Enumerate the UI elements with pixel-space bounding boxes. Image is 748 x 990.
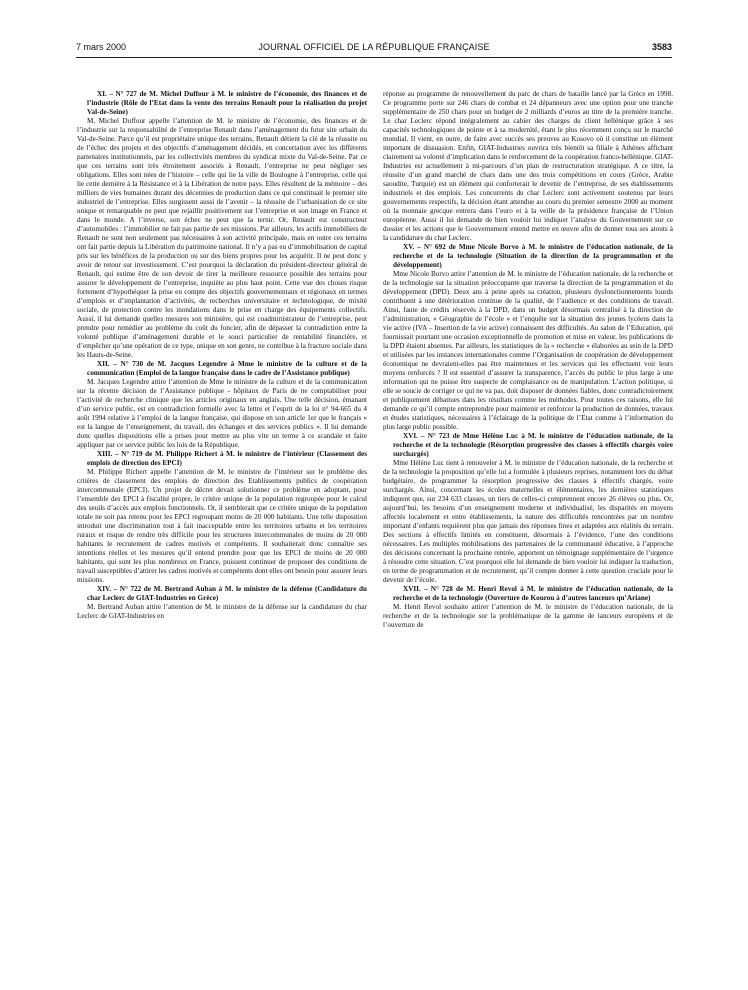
question-13-body: M. Philippe Richert appelle l’attention de M. le ministre de l’intérieur sur le problème des critères de classement des emplois de direction des Etablissements publics de coopération intercommunale (EPCI). Un projet de décret devait solutionner ce problème en adoptant, pour l’ensemble des EPCI à fiscalité propre, le critère unique de la population regroupée pour le calcul des seuils d’accès aux emplois fonctionnels. Or, il semblerait que ce critère unique de la population totale ne soit pas retenu pour les EPCI regroupant moins de 20 000 habitants. Une telle disposition introduit une discrimination tout à fait inacceptable entre les territoires urbains et les territoires ruraux et risque de rendre très difficile pour les structures intercommunales de moins de 20 000 habitants le recrutement de cadres motivés et compétents. Il souhaiterait donc connaître ses intentions réelles et les mesures qu’il entend prendre pour que les EPCI de moins de 20 000 habitants, qui sont les plus nombreux en France, puissent continuer de proposer des conditions de travail susceptibles d’attirer les cadres motivés et compétents dont elles ont besoin pour assurer leurs missions. <box>77 468 367 584</box>
question-14-body-continued: réponse au programme de renouvellement du parc de chars de bataille lancé par la Grèce en 1998. Ce programme porte sur 246 chars de combat et 24 dépanneurs avec une option pour une tranche supplémentaire de 250 chars pour un budget de 2 milliards d’euros au titre de la première tranche. Le char Leclerc répond intégralement au cahier des charges du client hellénique grâce à ses capacités technologiques de pointe et à sa modernité, étant le plus récemment conçu sur le marché mondial. Il vient, en outre, de faire avec succès ses preuves au Kosovo où il constitue un élément important de dissuasion. Enfin, GIAT-Industries ouvrira très bientôt sa filiale à Athènes affichant clairement sa volonté d’implication dans le renforcement de la coopération franco-hellénique. GIAT-Industries est actuellement à mi-parcours d’un plan de restructuration stratégique. A ce titre, la réussite d’un grand marché de chars dans une des trois compétitions en cours (Grèce, Arabie saoudite, Turquie) est un élément qui conforterait le devenir de l’entreprise, de ses établissements industriels et des emplois. Les concurrents du char Leclerc sont activement soutenus par leurs gouvernements respectifs, la décision étant attendue au cours du premier semestre 2000 au moment où la monnaie grecque entrera dans l’euro et à la veille de la présidence française de l’Union européenne. Aussi il lui demande de bien vouloir lui indiquer l’analyse du Gouvernement sur ce dossier et les actions que le Gouvernement entend mettre en œuvre afin de donner tous ses atouts à la candidature du char Leclerc. <box>383 90 673 242</box>
question-11-title: XI. – N° 727 de M. Michel Duffour à M. le ministre de l’économie, des finances et de l’industrie (Rôle de l’Etat dans la vente des terrains Renault pour la réalisation du projet Val-de-Seine) <box>87 90 367 116</box>
question-15-body: Mme Nicole Borvo attire l’attention de M. le ministre de l’éducation nationale, de la recherche et de la technologie sur la situation préoccupante que traverse la direction de la programmation et du développement (DPD). Deux ans à peine après sa création, plusieurs dysfonctionnements lourds contribuent à une détérioration continue de la qualité, de l’audience et des conditions de travail. Ainsi, faute de crédits réservés à la DPD, dans un budget désormais centralisé à la direction de l’administration, « Géographie de l’école » et l’enquête sur la situation des jeunes lycéens dans la vie active (IVA – Insertion de la vie active) connaissent des difficultés. Au salon de l’Education, qui fournissait pourtant une occasion exceptionnelle de promotion et mise en valeur, les publications de la DPD étaient absentes. Par ailleurs, les statistiques de la « recherche » élaborées au sein de la DPD et utilisées par les instances internationales comme l’Organisation de coopération de développement économique ne devraient-elles pas être maintenues et les services qui les effectuent voir leurs moyens renforcés ? Il est essentiel d’assurer la transparence, l’accès du public le plus large à une information qui ne puisse être suspecte de complaisance ou de manipulation. L’action politique, si elle se soucie de corriger ce qui ne va pas, doit disposer de données fiables, donc contradictoirement et publiquement débattues dans les résultats comme les méthodes. Pour toutes ces raisons, elle lui demande ce qu’il compte entreprendre pour maintenir et renforcer la production de données, travaux et études statistiques, nécessaires à l’éclairage de la politique de l’Etat comme à l’information du plus large public possible. <box>383 270 673 431</box>
header-rule <box>76 57 672 58</box>
question-17-body: M. Henri Revol souhaite attirer l’attention de M. le ministre de l’éducation nationale, de la recherche et de la technologie sur la problématique de la gamme de lanceurs européens et de l’ouverture de <box>383 603 673 629</box>
question-16-title: XVI. – N° 723 de Mme Hélène Luc à M. le ministre de l’éducation nationale, de la recherche et de la technologie (Résorption progressive des classes à effectifs chargés voire surchargés) <box>393 432 673 458</box>
question-12-body: M. Jacques Legendre attire l’attention de Mme le ministre de la culture et de la communication sur la récente décision de l’Assistance publique - hôpitaux de Paris de ne comptabiliser pour l’activité de recherche clinique que les articles originaux en anglais. Une telle décision, émanant d’un service public, est en contradiction formelle avec la lettre et l’esprit de la loi n° 94-665 du 4 août 1994 relative à l’emploi de la langue française, qui dispose en son article 1er que le français « est la langue de l’enseignement, du travail, des échanges et des services publics ». Il lui demande donc quelles dispositions elle a prises pour mettre au plus vite un terme à ce scandale et faire appliquer par ce service public les lois de la République. <box>77 378 367 449</box>
question-15-title: XV. – N° 692 de Mme Nicole Borvo à M. le ministre de l’éducation nationale, de la recherche et de la technologie (Situation de la direction de la programmation et du développement) <box>393 243 673 269</box>
question-14-body: M. Bertrand Auban attire l’attention de M. le ministre de la défense sur la candidature du char Leclerc de GIAT-Industries en <box>77 603 367 620</box>
question-11-body: M. Michel Duffour appelle l’attention de M. le ministre de l’économie, des finances et de l’industrie sur la responsabilité de l’entreprise Renault dans l’aménagement du futur site urbain du Val-de-Seine. Parce qu’il est propriétaire unique des terrains, Renault détient la clé de la réussite ou de l’échec des projets et des objectifs d’aménagement décidés, en concertation avec les différents partenaires institutionnels, par les collectivités membres du syndicat mixte du Val-de-Seine. Par ce que ces terrains sont très étroitement associés à Renault, l’entreprise ne peut négliger ses obligations. Elles sont nées de l’histoire – celle qui lie la ville de Boulogne à l’entreprise, celle qui lie cette dernière à la Résistance et à la Libération de notre pays. Elles résultent de la mémoire – des milliers de vies humaines durant des décennies de production dans ce qui constituait le premier site industriel de l’entreprise. Elles surgissent aussi de l’avenir – la réussite de l’urbanisation de ce site unique et remarquable ne peut que rejaillir positivement sur l’entreprise et son image en France et dans le monde. A l’inverse, son échec ne peut que la ternir. Or, Renault est constructeur d’automobiles : l’immobilier ne fait pas partie de ses missions. Par ailleurs, les actifs immobiliers de Renault ne sont non seulement pas nécessaires à son activité principale, mais en outre ces terrains ont fait partie depuis la Libération du patrimoine national. Il n’y a pas eu d’immobilisation de capital pris sur les bénéfices de la production ou sur des biens propres pour les acquérir. Il ne peut donc y avoir de retour sur investissement. C’est pourquoi la déclaration du président-directeur général de Renault, qui estime être de son devoir de tirer la meilleure ressource possible des terrains pour assurer le développement de l’entreprise, inquiète au plus haut point. Cette vue des choses risque fortement d’hypothéquer la prise en compte des objectifs gouvernementaux et régionaux en termes d’emplois et d’implantation d’activités, de recherches universitaire et technologique, de mixité sociale, de protection contre les inondations dans le prise en charge des équipements collectifs. Aussi, il lui demande quelles mesures son ministère, qui est coadministrateur de l’entreprise, peut prendre pour remédier au problème du coût du foncier, afin de dépasser la contradiction entre la volonté publique d’aménagement durable et le souci particulier de rentabilité financière, et d’empêcher qu’une opération de ce type, unique en son genre, ne contribue à la fracture sociale dans les Hauts-de-Seine. <box>77 117 368 359</box>
question-16-body: Mme Hélène Luc tient à renouveler à M. le ministre de l’éducation nationale, de la recherche et de la technologie la proposition qu’elle lui a formulée à plusieurs reprises, notamment lors du débat budgétaire, de programmer la résorption progressive des classes à effectifs chargés, voire surchargés. Ainsi, concernant les écoles maternelles et élémentaires, les dernières statistiques indiquent que, sur 234 633 classes, un tiers de celles-ci comprennent encore 26 élèves ou plus. Or, aujourd’hui, les besoins d’un enseignement moderne et individualisé, les disparités en moyens affectés localement et entre établissements, la nature des difficultés rencontrées par un nombre important d’enfants requièrent plus que jamais des réponses fines et adaptées aux réalités du terrain. Des sections à effectifs limités en constituent, désormais à l’évidence, l’une des conditions nécessaires. Les multiples mobilisations des partenaires de la communauté éducative, à l’approche des décisions concernant la prochaine rentrée, apportent un témoignage supplémentaire de l’urgence à résoudre cette situation. C’est pourquoi elle lui demande de bien vouloir lui indiquer la traduction, en terme de programmation et de recrutement, qu’il compte donner à cette question cruciale pour le devenir de l’école. <box>383 459 673 584</box>
question-12-title: XII. – N° 730 de M. Jacques Legendre à Mme le ministre de la culture et de la communication (Emploi de la langue française dans le cadre de l’Assistance publique) <box>87 360 367 377</box>
right-column <box>383 90 673 630</box>
header-date: 7 mars 2000 <box>76 42 127 52</box>
running-head <box>76 42 672 56</box>
left-column <box>77 90 367 621</box>
question-13-title: XIII. – N° 719 de M. Philippe Richert à M. le ministre de l’intérieur (Classement des emplois de direction des EPCI) <box>87 450 367 467</box>
question-14-title: XIV. – N° 722 de M. Bertrand Auban à M. le ministre de la défense (Candidature du char Leclerc de GIAT-Industries en Grèce) <box>87 585 367 602</box>
header-journal-title: JOURNAL OFFICIEL DE LA RÉPUBLIQUE FRANÇAISE <box>258 42 490 52</box>
header-page-number: 3583 <box>651 42 672 52</box>
question-17-title: XVII. – N° 728 de M. Henri Revol à M. le ministre de l’éducation nationale, de la recherche et de la technologie (Ouverture de Kourou à d’autres lanceurs qu’Ariane) <box>393 585 673 602</box>
